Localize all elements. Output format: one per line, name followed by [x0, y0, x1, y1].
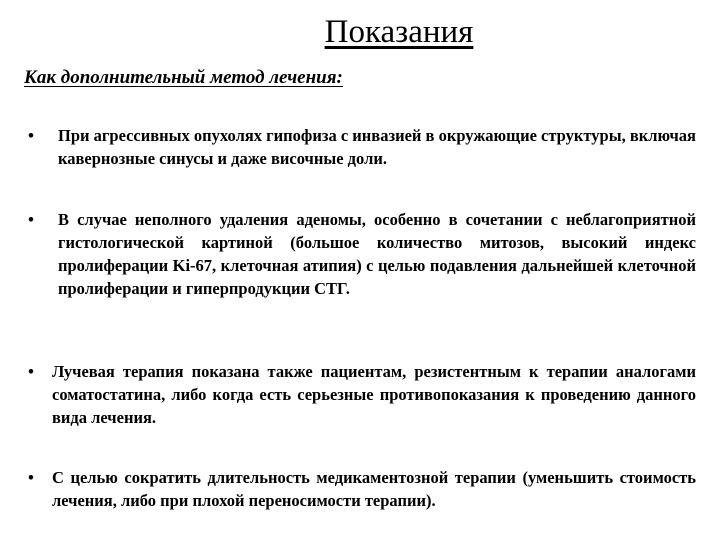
list-item — [28, 466, 696, 512]
list-item — [28, 208, 696, 300]
bullet-icon: • — [28, 210, 34, 229]
list-item — [28, 360, 696, 429]
bullet-icon: • — [28, 126, 34, 145]
section-subtitle: Как дополнительный метод лечения: — [24, 67, 343, 88]
list-item-text: В случае неполного удаления аденомы, особенно в сочетании с неблагоприятной гистологической картиной (большое количество митозов, высокий индекс пролиферации Ki-67, клеточная атипия) с целью подавления дальнейшей клеточной пролиферации и гиперпродукции СТГ. — [58, 210, 696, 298]
page-title: Показания — [324, 14, 474, 50]
list-item-text: С целью сократить длительность медикаментозной терапии (уменьшить стоимость лечения, либо при плохой переносимости терапии). — [52, 468, 696, 510]
list-item-text: Лучевая терапия показана также пациентам, резистентным к терапии аналогами соматостатина, либо когда есть серьезные противопоказания к проведению данного вида лечения. — [52, 362, 696, 427]
bullet-icon: • — [28, 362, 34, 381]
bullet-icon: • — [28, 468, 34, 487]
list-item — [28, 124, 696, 170]
list-item-text: При агрессивных опухолях гипофиза с инвазией в окружающие структуры, включая кавернозные синусы и даже височные доли. — [58, 126, 696, 168]
